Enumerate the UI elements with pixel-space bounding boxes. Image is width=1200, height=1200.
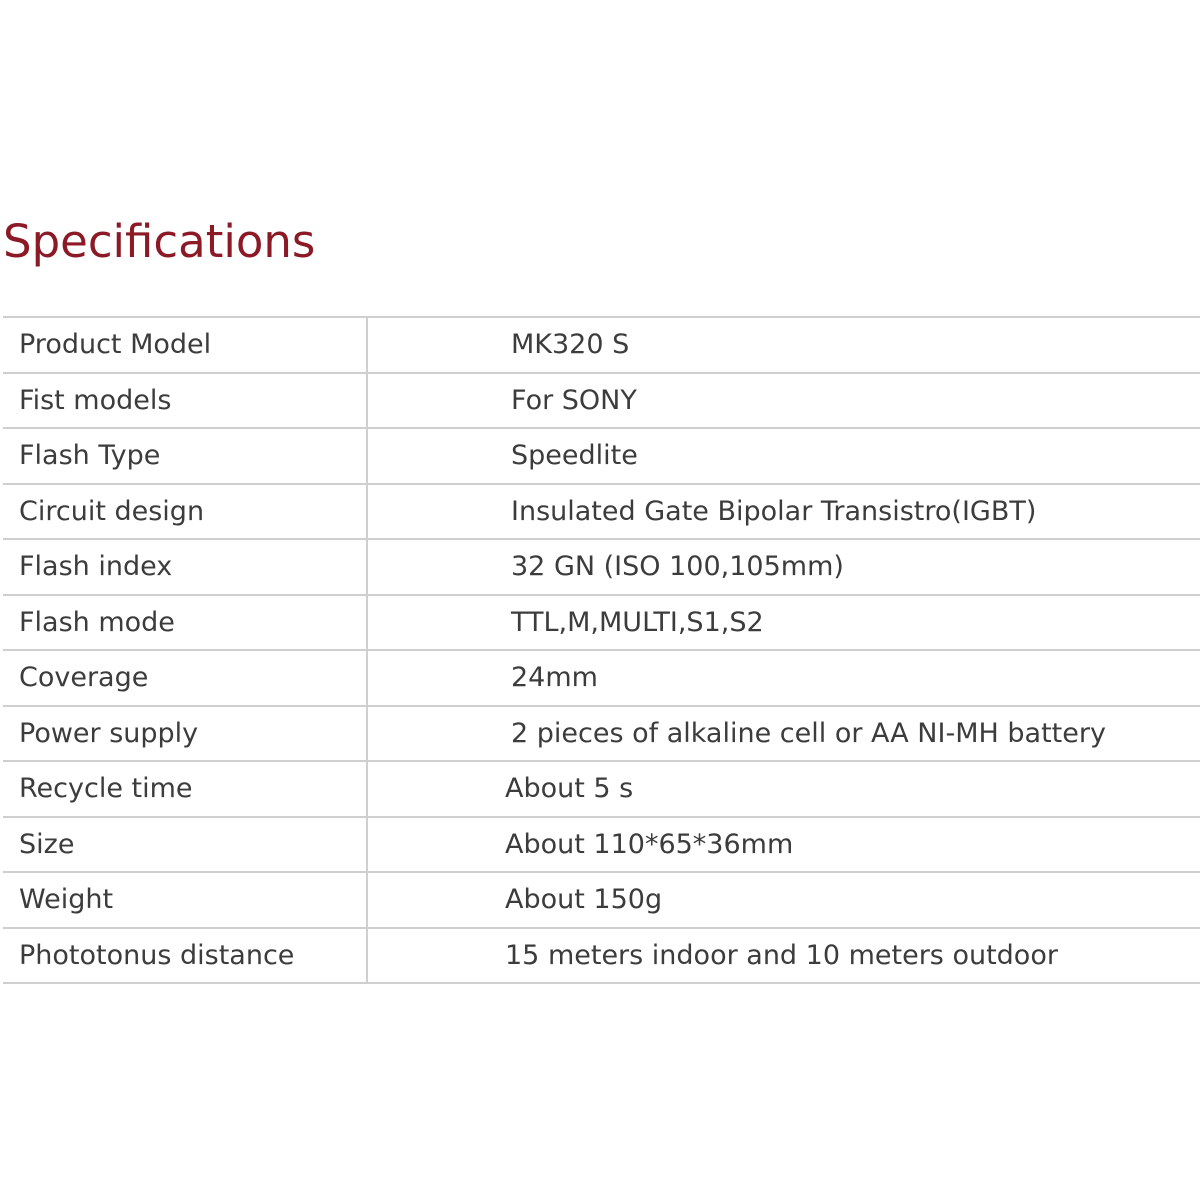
spec-value: TTL,M,MULTI,S1,S2 xyxy=(511,606,764,638)
column-divider xyxy=(366,873,368,927)
column-divider xyxy=(366,596,368,650)
spec-value: 15 meters indoor and 10 meters outdoor xyxy=(505,939,1058,971)
spec-row-product-model xyxy=(3,318,1200,374)
spec-value: 24mm xyxy=(511,662,598,694)
spec-label: Circuit design xyxy=(19,495,205,527)
spec-value: 2 pieces of alkaline cell or AA NI-MH battery xyxy=(511,717,1106,749)
spec-label: Phototonus distance xyxy=(19,939,295,971)
spec-label: Coverage xyxy=(19,662,149,694)
spec-row-power-supply xyxy=(3,707,1200,763)
spec-row-recycle-time xyxy=(3,762,1200,818)
spec-label: Flash mode xyxy=(19,606,175,638)
page-title: Specifications xyxy=(3,215,316,268)
column-divider xyxy=(366,929,368,983)
column-divider xyxy=(366,374,368,428)
column-divider xyxy=(366,540,368,594)
spec-label: Product Model xyxy=(19,329,212,361)
spec-value: 32 GN (ISO 100,105mm) xyxy=(511,551,844,583)
column-divider xyxy=(366,762,368,816)
spec-row-circuit-design xyxy=(3,485,1200,541)
spec-label: Recycle time xyxy=(19,773,193,805)
spec-value: For SONY xyxy=(511,384,637,416)
spec-table xyxy=(3,316,1200,984)
spec-value: MK320 S xyxy=(511,329,630,361)
spec-row-flash-type xyxy=(3,429,1200,485)
spec-label: Power supply xyxy=(19,717,199,749)
spec-row-size xyxy=(3,818,1200,874)
spec-value: About 110*65*36mm xyxy=(505,828,794,860)
spec-label: Weight xyxy=(19,884,114,916)
spec-label: Flash index xyxy=(19,551,173,583)
spec-label: Flash Type xyxy=(19,440,161,472)
column-divider xyxy=(366,485,368,539)
spec-label: Fist models xyxy=(19,384,172,416)
spec-value: About 150g xyxy=(505,884,663,916)
spec-row-phototonus-distance xyxy=(3,929,1200,985)
spec-row-coverage xyxy=(3,651,1200,707)
spec-row-flash-index xyxy=(3,540,1200,596)
column-divider xyxy=(366,651,368,705)
spec-row-flash-mode xyxy=(3,596,1200,652)
spec-row-fist-models xyxy=(3,374,1200,430)
column-divider xyxy=(366,318,368,372)
spec-label: Size xyxy=(19,828,75,860)
spec-row-weight xyxy=(3,873,1200,929)
column-divider xyxy=(366,707,368,761)
column-divider xyxy=(366,429,368,483)
spec-value: Insulated Gate Bipolar Transistro(IGBT) xyxy=(511,495,1037,527)
column-divider xyxy=(366,818,368,872)
spec-value: Speedlite xyxy=(511,440,638,472)
spec-value: About 5 s xyxy=(505,773,634,805)
